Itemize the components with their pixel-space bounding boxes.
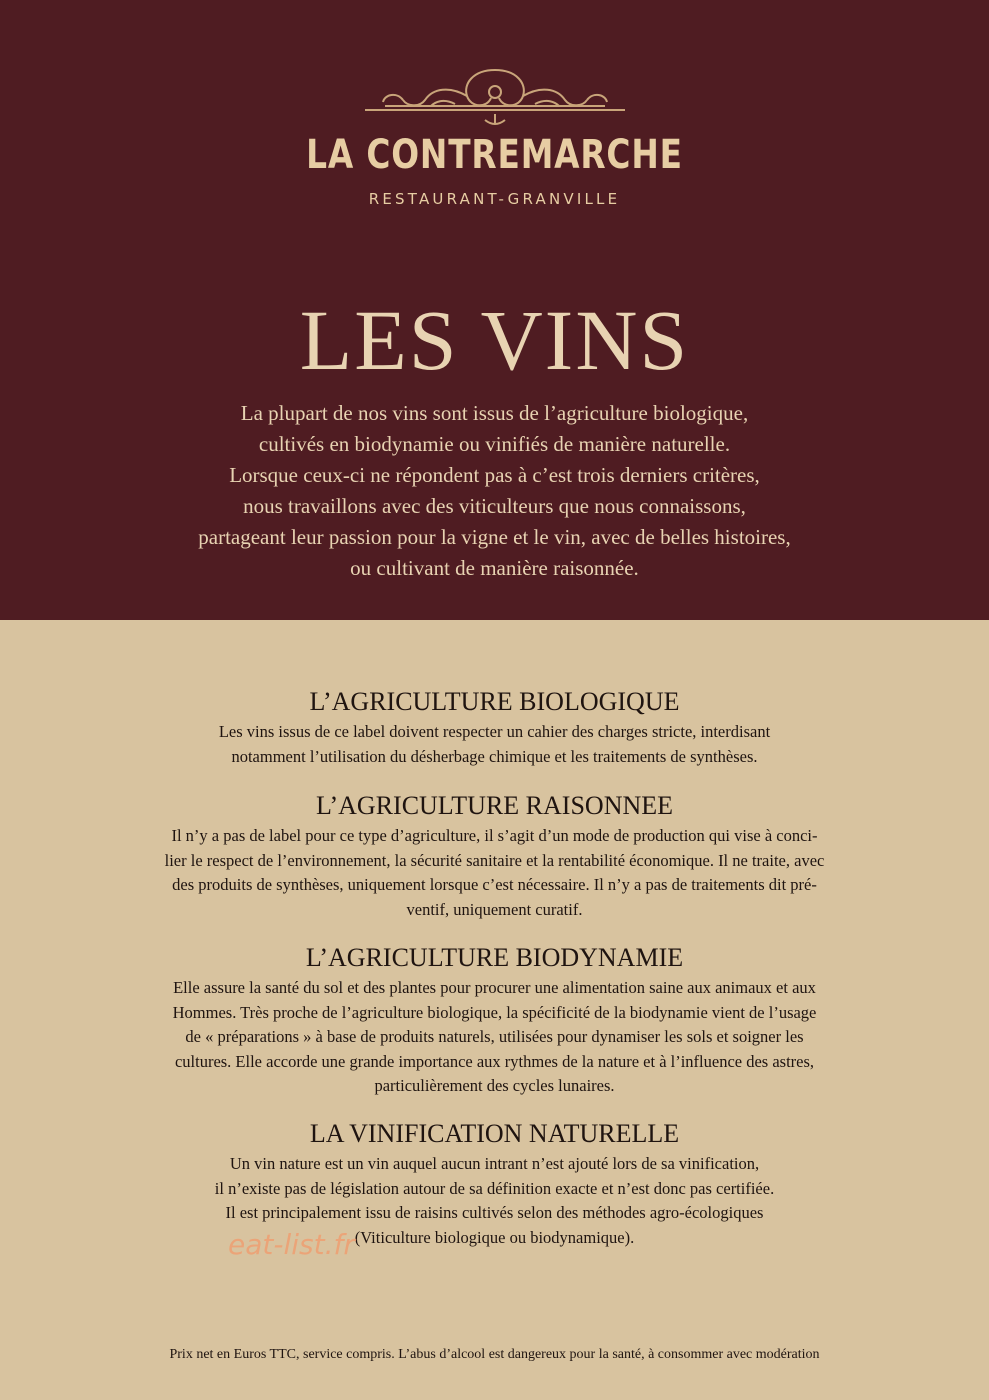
- section-line: notamment l’utilisation du désherbage chimique et les traitements de synthèses.: [231, 746, 758, 766]
- section-line: Hommes. Très proche de l’agriculture biologique, la spécificité de la biodynamie vient de l’usage: [172, 1002, 817, 1022]
- section-line: des produits de synthèses, uniquement lorsque c’est nécessaire. Il n’y a pas de traitements dit pré-: [172, 875, 817, 894]
- intro-paragraph: [0, 398, 989, 584]
- section-line: (Viticulture biologique ou biodynamique).: [354, 1227, 635, 1247]
- brand-name: LA CONTREMARCHE: [306, 132, 683, 178]
- section-line: Il est principalement issu de raisins cultivés selon des méthodes agro-écologiques: [225, 1203, 764, 1222]
- section-line: Elle assure la santé du sol et des plantes pour procurer une alimentation saine aux animaux et aux: [173, 978, 816, 997]
- intro-line: cultivés en biodynamie ou vinifiés de manière naturelle.: [258, 432, 731, 456]
- section-title: L’AGRICULTURE RAISONNEE: [315, 791, 674, 820]
- section-line: Un vin nature est un vin auquel aucun intrant n’est ajouté lors de sa vinification,: [229, 1154, 760, 1173]
- section-line: il n’existe pas de législation autour de sa définition exacte et n’est donc pas certifiée.: [214, 1178, 775, 1198]
- page-title: LES VINS: [299, 292, 690, 388]
- section-line: lier le respect de l’environnement, la sécurité sanitaire et la rentabilité économique. Il ne traite, avec: [164, 850, 825, 870]
- section-body: [0, 720, 989, 769]
- ornament-icon: [0, 62, 989, 132]
- section-body: [0, 976, 989, 1099]
- section-vinification: [0, 1118, 989, 1250]
- section-line: ventif, uniquement curatif.: [406, 899, 583, 919]
- intro-line: La plupart de nos vins sont issus de l’agriculture biologique,: [240, 401, 749, 425]
- section-biodynamie: [0, 942, 989, 1099]
- section-body: [0, 1152, 989, 1250]
- watermark: eat-list.fr: [228, 1228, 355, 1261]
- section-body: [0, 824, 989, 922]
- section-title: L’AGRICULTURE BIODYNAMIE: [305, 943, 684, 972]
- section-line: de « préparations » à base de produits naturels, utilisées pour dynamiser les sols et soigner les: [185, 1027, 804, 1046]
- section-raisonnee: [0, 790, 989, 922]
- footer-note: Prix net en Euros TTC, service compris. L’abus d’alcool est dangereux pour la santé, à consommer avec modération: [169, 1347, 820, 1362]
- section-line: particulièrement des cycles lunaires.: [374, 1076, 615, 1095]
- header-banner: [0, 0, 989, 620]
- section-line: cultures. Elle accorde une grande importance aux rythmes de la nature et à l’influence des astres,: [174, 1051, 815, 1071]
- section-line: Les vins issus de ce label doivent respecter un cahier des charges stricte, interdisant: [218, 722, 771, 741]
- section-biologique: [0, 686, 989, 769]
- intro-line: partageant leur passion pour la vigne et le vin, avec de belles histoires,: [198, 525, 791, 549]
- section-line: Il n’y a pas de label pour ce type d’agriculture, il s’agit d’un mode de production qui vise à conci-: [171, 826, 818, 845]
- brand-subtitle: RESTAURANT-GRANVILLE: [368, 190, 621, 208]
- intro-line: nous travaillons avec des viticulteurs que nous connaissons,: [243, 494, 746, 518]
- intro-line: ou cultivant de manière raisonnée.: [350, 556, 639, 580]
- section-title: L’AGRICULTURE BIOLOGIQUE: [309, 687, 680, 716]
- section-title: LA VINIFICATION NATURELLE: [309, 1119, 680, 1148]
- intro-line: Lorsque ceux-ci ne répondent pas à c’est trois derniers critères,: [229, 463, 760, 487]
